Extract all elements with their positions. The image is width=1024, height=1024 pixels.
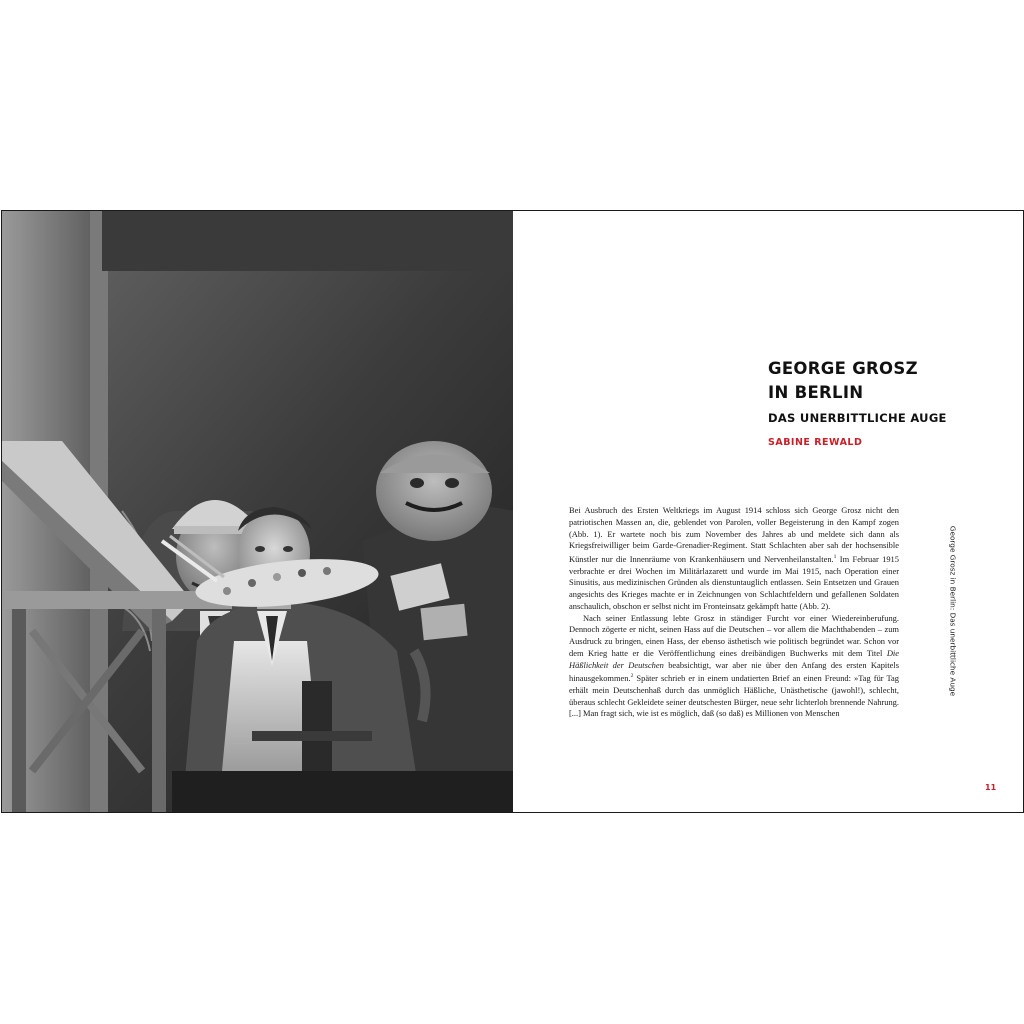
paragraph-2-part-c: Später schrieb er in einem undatierten Brief an einen Freund: »Tag für Tag erhält mein Deutschenhaß durch das unmöglich Häßliche, Unästhetische (jawohl!), schlecht, überaus schlecht Gekleidete seiner deutschesten Bürger, neue sehr lichterloh brennende Nahrung. [...] Man fragt sich, wie ist es möglich, daß (so daß) es Millionen von Menschen <box>569 673 899 719</box>
chapter-title-line-1: GEORGE GROSZ <box>768 359 918 378</box>
paragraph-1 <box>569 505 899 613</box>
artist-studio-photo <box>2 211 513 812</box>
paragraph-2 <box>569 613 899 721</box>
chapter-author: SABINE REWALD <box>768 437 863 448</box>
body-text <box>569 505 899 720</box>
paragraph-1-part-b: Im Februar 1915 verbrachte er drei Wochen im Militärlazarett und wurde im Mai 1915, nach Operation einer Sinusitis, aus medizinischen Gründen als dienstuntauglich entlassen. Sein Entsetzen und Grauen angesichts des Krieges machte er in Zeichnungen von Schlachtfeldern und gefallenen Soldaten anschaulich, obschon er selbst nicht im Fronteinsatz gekämpft hatte (Abb. 2). <box>569 553 899 611</box>
paragraph-1-part-a: Bei Ausbruch des Ersten Weltkriegs im August 1914 schloss sich George Grosz nicht den patriotischen Massen an, die, geblendet von Parolen, voller Begeisterung in den Kampf zogen (Abb. 1). Er wartete noch bis zum November des Jahres ab und meldete sich dann als Kriegsfreiwilliger beim Garde-Grenadier-Regiment. Statt Schlachten aber sah der hochsensible Künstler nur die Innenräume von Krankenhäusern und Nervenheilanstalten. <box>569 505 899 564</box>
footnote-marker-2: 2 <box>630 673 634 680</box>
running-head: George Grosz in Berlin: Das unerbittliche Auge <box>948 525 958 697</box>
page-number: 11 <box>985 783 997 792</box>
paragraph-2-part-a: Nach seiner Entlassung lebte Grosz in ständiger Furcht vor einer Wiedereinberufung. Dennoch zögerte er nicht, seinen Hass auf die Deutschen – vor allem die Machthabenden – zum Ausdruck zu bringen, einen Hass, der ebenso ästhetisch wie politisch begründet war. Schon vor dem Krieg hatte er die Veröffentlichung eines dreibändigen Buchwerks mit dem Titel <box>569 612 899 658</box>
chapter-title <box>768 357 988 405</box>
text-page <box>513 211 1023 812</box>
chapter-subtitle: DAS UNERBITTLICHE AUGE <box>768 411 947 425</box>
chapter-heading <box>768 357 988 448</box>
photo-page <box>2 211 513 812</box>
paragraph-2-part-b: beabsichtigt, war aber nie über den Anfang des ersten Kapitels hinausgekommen. <box>569 659 899 684</box>
book-title-italic: Die Häßlichkeit der Deutschen <box>569 647 899 670</box>
footnote-marker-1: 1 <box>833 554 837 560</box>
book-spread <box>1 210 1024 813</box>
chapter-title-line-2: IN BERLIN <box>768 383 864 402</box>
